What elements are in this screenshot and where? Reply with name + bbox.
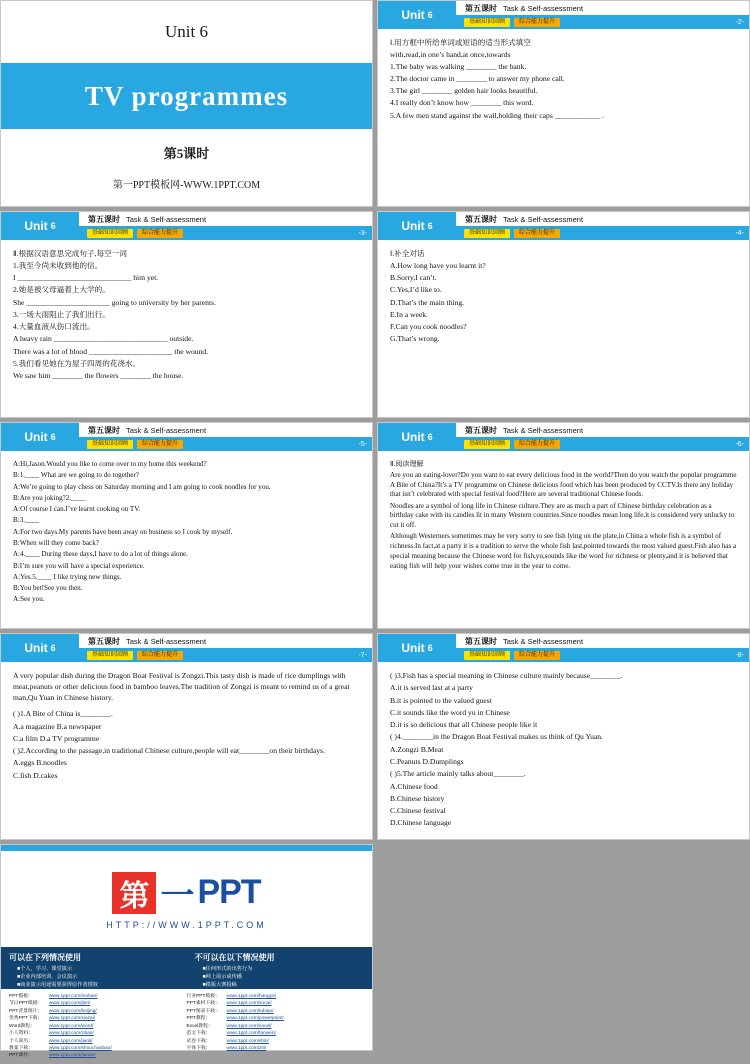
- logo-mark: 第: [112, 872, 156, 914]
- logo-dash: 一: [160, 877, 194, 915]
- section-heading: Ⅱ.阅读理解: [390, 460, 424, 468]
- answer-line: A heavy rain ______________________________ outside.: [13, 334, 194, 344]
- usage-forbidden-title: 不可以在以下情况使用: [194, 953, 275, 962]
- unit-badge: [378, 212, 456, 240]
- question-option: C.a film D.a TV programme: [13, 733, 100, 743]
- slide-4-body: [378, 240, 749, 353]
- list-item: ■任何形式的出售行为: [202, 966, 253, 972]
- link-url[interactable]: www.1ppt.com/xiazai/: [49, 1016, 96, 1022]
- link-label: 优秀PPT下载：: [9, 1016, 43, 1022]
- link-row[interactable]: [187, 1023, 365, 1030]
- usage-forbidden-list: [195, 966, 365, 989]
- header-title-row: [456, 423, 749, 437]
- header-right: [456, 1, 749, 29]
- question-item: 1.我至今尚未收到他的信。: [13, 260, 103, 270]
- dialogue-line: B:You bet!See you then.: [13, 584, 83, 593]
- reading-paragraph: Although Westerners sometimes may be very sorry to see fish lying on the plate,in China a whole fish is a symbol of richness.In fact,at a party it is a tradition to serve the whole fish last,pointed towards the most valued guest.Fish also has a special meaning because the Chinese word for fish,yu,sounds like the word for richness or plenty,and it is believed that eating fish will help your wishes come true in the year to come.: [390, 532, 737, 570]
- slide-8-body: [378, 662, 749, 837]
- dialogue-line: B:When will they come back?: [13, 538, 99, 547]
- promo-logo-area: [1, 851, 372, 947]
- period-label: 第五课时: [88, 214, 120, 224]
- header-tab-bar: [456, 226, 749, 240]
- tab-basic-review[interactable]: 基础知识回顾: [464, 18, 510, 27]
- section-heading: Ⅰ.用方框中所给单词或短语的适当形式填空: [390, 38, 531, 47]
- slide-header: [378, 634, 749, 662]
- slide-7-body: [1, 662, 372, 789]
- header-title-row: [456, 634, 749, 648]
- header-title-row: [456, 1, 749, 15]
- link-label: Excel教程：: [186, 1023, 213, 1029]
- usage-forbidden: [187, 947, 373, 989]
- dialogue-option: F.Can you cook noodles?: [390, 322, 467, 332]
- dialogue-line: A:Of course I can.I’ve learnt cooking on TV.: [13, 505, 141, 514]
- link-row[interactable]: [187, 1000, 365, 1007]
- link-label: 节日PPT模板：: [9, 1001, 43, 1007]
- link-row[interactable]: [9, 1052, 187, 1059]
- dialogue-option: B.Sorry,I can’t.: [390, 273, 437, 283]
- tab-ability-improve[interactable]: 综合能力提升: [137, 651, 183, 660]
- unit-badge: [1, 423, 79, 451]
- slide-7: [0, 633, 373, 840]
- slide-6: [377, 422, 750, 629]
- question-item: ( )1.A Bite of China is________.: [13, 709, 113, 719]
- page-number: -6-: [735, 440, 744, 448]
- question-item: ( )4.________in the Dragon Boat Festival makes us think of Qu Yuan.: [390, 732, 603, 742]
- usage-allowed-title: 可以在下列情况使用: [9, 953, 81, 962]
- question-option: C.Chinese festival: [390, 806, 446, 816]
- unit-badge: [1, 212, 79, 240]
- tab-basic-review[interactable]: 基础知识回顾: [87, 651, 133, 660]
- unit-badge-number: 6: [50, 221, 56, 231]
- tab-ability-improve[interactable]: 综合能力提升: [514, 229, 560, 238]
- unit-badge: [378, 423, 456, 451]
- slide-header: [1, 634, 372, 662]
- link-url[interactable]: www.1ppt.com/excel/: [226, 1023, 272, 1029]
- page-title: TV programmes: [84, 80, 289, 111]
- link-url[interactable]: www.1ppt.com/shouchaobao/: [49, 1045, 112, 1051]
- site-credit: 第一PPT模板网-WWW.1PPT.COM: [112, 179, 261, 191]
- link-row[interactable]: [9, 1023, 187, 1030]
- list-item: ■商业演示用途需要获得原作者授权: [17, 981, 98, 988]
- unit-badge: [1, 634, 79, 662]
- period-label: 第五课时: [465, 425, 497, 435]
- dialogue-line: A:Yes.5.____ I like trying new things.: [13, 572, 122, 581]
- unit-badge: [378, 634, 456, 662]
- question-option: C.Peanuts D.Dumplings: [390, 756, 464, 766]
- unit-badge-number: 6: [50, 432, 56, 442]
- promo-links-right: [187, 993, 365, 1060]
- question-option: D.it is so delicious that all Chinese people like it: [390, 720, 538, 730]
- dialogue-line: A:See you.: [13, 595, 45, 604]
- answer-line: She ______________________ going to university by her parents.: [13, 297, 216, 307]
- task-label: Task & Self-assessment: [503, 3, 584, 13]
- link-row[interactable]: [9, 1000, 187, 1007]
- dialogue-line: A:For two days.My parents have been away on business so I cook by myself.: [13, 527, 233, 536]
- answer-line: There was a lot of blood ______________________ the wound.: [13, 346, 209, 356]
- question-option: C.it sounds like the word yu in Chinese: [390, 707, 510, 717]
- link-row[interactable]: [9, 1030, 187, 1037]
- question-item: ( )2.According to the passage,in traditional Chinese culture,people will eat________on their birthdays.: [13, 746, 325, 756]
- link-label: 教案下载：: [9, 1045, 33, 1051]
- reading-paragraph: Noodles are a symbol of long life in Chinese culture.They are as much a part of Chinese birthday celebration as a birthday cake with its candles lit in many Western countries.Since noodles mean long life,it is considered very unlucky to cut it off.: [390, 501, 735, 530]
- question-option: B.it is pointed to the valued guest: [390, 695, 492, 705]
- header-tab-bar: [79, 648, 372, 662]
- unit-badge-number: 6: [427, 10, 433, 20]
- slide-promo: [0, 844, 373, 1059]
- link-label: PPT课件：: [9, 1053, 33, 1059]
- unit-label: Unit 6: [165, 22, 208, 41]
- title-slide-unit-row: [1, 1, 372, 63]
- title-slide-footer: [1, 129, 372, 204]
- header-title-row: [79, 212, 372, 226]
- tab-ability-improve[interactable]: 综合能力提升: [514, 18, 560, 27]
- question-option: A.eggs B.noodles: [13, 758, 67, 768]
- question-item: 3.The girl ________ golden hair looks beautiful.: [390, 86, 538, 96]
- question-item: 4.大量血液从伤口流出。: [13, 322, 95, 332]
- header-tab-bar: [79, 226, 372, 240]
- logo-text: PPT: [197, 873, 261, 911]
- link-label: 试卷下载：: [186, 1038, 211, 1044]
- section-heading: Ⅰ.补全对话: [390, 249, 425, 258]
- task-label: Task & Self-assessment: [503, 425, 584, 435]
- dialogue-line: A:Hi,Jason.Would you like to come over to my home this weekend?: [13, 460, 207, 468]
- usage-terms: [1, 947, 372, 989]
- unit-badge-number: 6: [427, 432, 433, 442]
- link-row[interactable]: [187, 1045, 365, 1052]
- slide-title: [0, 0, 373, 207]
- promo-links: [1, 989, 372, 1064]
- dialogue-line: A:4.____ During these days,I have to do a lot of things alone.: [13, 550, 188, 559]
- slide-header: [378, 212, 749, 240]
- tab-ability-improve[interactable]: 综合能力提升: [137, 440, 183, 449]
- link-label: PPT背景图片：: [9, 1008, 43, 1014]
- dialogue-option: G.That’s wrong.: [390, 334, 440, 344]
- logo-url: HTTP://WWW.1PPT.COM: [106, 920, 267, 930]
- question-option: A.Chinese food: [390, 781, 438, 791]
- dialogue-option: E.In a week.: [390, 309, 428, 319]
- unit-badge-label: Unit: [401, 641, 425, 655]
- header-title-row: [456, 212, 749, 226]
- dialogue-option: D.That’s the main thing.: [390, 297, 465, 307]
- unit-badge-number: 6: [50, 643, 56, 653]
- header-tab-bar: [456, 15, 749, 29]
- period-label: 第五课时: [88, 425, 120, 435]
- link-label: 小人资料：: [9, 1031, 33, 1037]
- link-url[interactable]: www.1ppt.com/hangye/: [226, 994, 277, 999]
- empty-slide-placeholder: [377, 844, 750, 1051]
- slide-2: [377, 0, 750, 207]
- slide-5-body: [1, 451, 372, 613]
- page-number: -3-: [358, 229, 367, 237]
- question-item: 5.我们看见她在为屋子四周的花浇水。: [13, 359, 141, 369]
- slide-6-body: [378, 451, 749, 579]
- link-row[interactable]: [9, 1015, 187, 1022]
- question-item: 4.I really don’t know how ________ this word.: [390, 98, 534, 108]
- unit-badge-number: 6: [427, 221, 433, 231]
- tab-ability-improve[interactable]: 综合能力提升: [137, 229, 183, 238]
- link-row[interactable]: [187, 1015, 365, 1022]
- slide-3-body: [1, 240, 372, 390]
- list-item: ■个人，学习、课堂演示: [17, 966, 73, 972]
- link-label: Word教程：: [9, 1023, 35, 1029]
- logo: [112, 868, 260, 917]
- question-item: ( )5.The article mainly talks about________.: [390, 769, 526, 779]
- question-option: B.Chinese history: [390, 793, 445, 803]
- reading-paragraph: Are you an eating-lover?Do you want to eat every delicious food in the world?Then do you watch the popular programme A Bite of China?It’s a TV programme on Chinese delicious food which has been produced by CCTV.Is there any holiday that isn’t celebrated with special festival food?Here are several traditional Chinese foods.: [390, 470, 737, 499]
- period-label: 第五课时: [465, 214, 497, 224]
- word-bank: with,read,in one’s hand,at once,towards: [390, 49, 511, 59]
- link-label: 个人简历：: [9, 1038, 33, 1044]
- unit-badge: [378, 1, 456, 29]
- header-tab-bar: [456, 648, 749, 662]
- tab-basic-review[interactable]: 基础知识回顾: [464, 440, 510, 449]
- link-url[interactable]: www.1ppt.com/ziliao/: [49, 1031, 94, 1037]
- link-label: 行业PPT模板：: [186, 994, 220, 999]
- tab-basic-review[interactable]: 基础知识回顾: [464, 651, 510, 660]
- page-number: -7-: [358, 651, 367, 659]
- slide-header: [378, 1, 749, 29]
- link-label: PPT图表下载：: [186, 1008, 220, 1014]
- tab-basic-review[interactable]: 基础知识回顾: [87, 229, 133, 238]
- question-option: A.a magazine B.a newspaper: [13, 721, 102, 731]
- unit-badge-label: Unit: [24, 430, 48, 444]
- unit-badge-label: Unit: [24, 219, 48, 233]
- page-number: -8-: [735, 651, 744, 659]
- unit-badge-label: Unit: [401, 219, 425, 233]
- unit-badge-label: Unit: [24, 641, 48, 655]
- period-label: 第五课时: [88, 636, 120, 646]
- question-item: 5.A few men stand against the wall,holding their caps ____________ .: [390, 110, 605, 120]
- header-right: [79, 634, 372, 662]
- link-row[interactable]: [9, 1008, 187, 1015]
- slide-5: [0, 422, 373, 629]
- link-label: PPT素材下载：: [186, 1001, 220, 1007]
- task-label: Task & Self-assessment: [126, 425, 207, 435]
- unit-badge-label: Unit: [401, 430, 425, 444]
- link-label: PPT教程：: [186, 1016, 211, 1022]
- header-tab-bar: [456, 437, 749, 451]
- question-item: 2.The doctor came in ________ to answer my phone call.: [390, 73, 565, 83]
- list-item: ■网上展示或传播: [202, 973, 242, 980]
- link-label: 范文下载：: [186, 1031, 211, 1037]
- link-row[interactable]: [187, 1038, 365, 1045]
- dialogue-line: B:1.____ What are we going to do together?: [13, 471, 139, 480]
- link-url[interactable]: www.1ppt.com/jianli/: [49, 1038, 93, 1044]
- answer-line: We saw him ________ the flowers ________ the house.: [13, 371, 184, 381]
- link-label: PPT模板：: [9, 994, 33, 999]
- title-slide-band: [1, 63, 372, 129]
- question-option: A.Zongzi B.Meat: [390, 744, 444, 754]
- link-url[interactable]: www.1ppt.com/fanwen/: [226, 1031, 276, 1037]
- usage-allowed: [1, 947, 187, 989]
- page-number: -4-: [735, 229, 744, 237]
- period-label: 第五课时: [465, 3, 497, 13]
- question-item: ( )3.Fish has a special meaning in Chinese culture mainly because________.: [390, 671, 623, 680]
- link-row[interactable]: [187, 993, 365, 1000]
- question-option: A.it is served last at a party: [390, 683, 473, 693]
- tab-ability-improve[interactable]: 综合能力提升: [514, 440, 560, 449]
- slide-header: [378, 423, 749, 451]
- slide-3: [0, 211, 373, 418]
- list-item: ■企业内部培训、会议演示: [17, 973, 78, 980]
- promo-links-left: [9, 993, 187, 1060]
- link-url[interactable]: www.1ppt.com/jieri/: [49, 1001, 91, 1007]
- unit-badge-label: Unit: [401, 8, 425, 22]
- tab-basic-review[interactable]: 基础知识回顾: [87, 440, 133, 449]
- answer-line: I ______________________________ him yet.: [13, 273, 159, 283]
- link-row[interactable]: [187, 1008, 365, 1015]
- reading-paragraph: A very popular dish during the Dragon Boat Festival is Zongzi.This tasty dish is made of rice dumplings with meat,peanuts or other delicious food in bamboo leaves.The tradition of Zongzi is meant to remind us of a great man,Qu Yuan in Chinese history.: [13, 671, 350, 702]
- tab-basic-review[interactable]: 基础知识回顾: [464, 229, 510, 238]
- dialogue-line: A:We’re going to play chess on Saturday morning and I am going to cook noodles for you.: [13, 482, 271, 491]
- link-url[interactable]: www.1ppt.com/jiaoan/: [49, 1053, 96, 1059]
- header-right: [456, 423, 749, 451]
- link-url[interactable]: www.1ppt.com/beijing/: [49, 1008, 97, 1014]
- page-number: -2-: [735, 18, 744, 26]
- link-url[interactable]: www.1ppt.com/powerpoint/: [226, 1016, 284, 1022]
- header-tab-bar: [79, 437, 372, 451]
- link-row[interactable]: [9, 993, 187, 1000]
- header-title-row: [79, 634, 372, 648]
- link-row[interactable]: [187, 1030, 365, 1037]
- link-row[interactable]: [9, 1038, 187, 1045]
- list-item: ■模板大赛投稿: [202, 981, 237, 988]
- header-title-row: [79, 423, 372, 437]
- dialogue-line: B:Are you joking?2.____: [13, 493, 86, 502]
- link-url[interactable]: www.1ppt.com/shiti/: [226, 1038, 269, 1044]
- question-item: 2.她是被父母逼着上大学的。: [13, 285, 110, 295]
- task-label: Task & Self-assessment: [126, 636, 207, 646]
- dialogue-line: B:I’m sure you will have a special experience.: [13, 561, 145, 570]
- question-item: 3.一场大雨阻止了我们出行。: [13, 309, 110, 319]
- link-url[interactable]: www.1ppt.com/tubiao/: [226, 1008, 274, 1014]
- header-right: [456, 634, 749, 662]
- link-url[interactable]: www.1ppt.com/sucai/: [226, 1001, 272, 1007]
- section-heading: Ⅱ.根据汉语意思完成句子,每空一词: [13, 249, 127, 258]
- slide-8: [377, 633, 750, 840]
- task-label: Task & Self-assessment: [503, 636, 584, 646]
- link-url[interactable]: www.1ppt.com/moban/: [49, 994, 98, 999]
- link-url[interactable]: www.1ppt.com/ziti/: [226, 1045, 267, 1051]
- usage-allowed-list: [9, 966, 179, 989]
- task-label: Task & Self-assessment: [126, 214, 207, 224]
- task-label: Task & Self-assessment: [503, 214, 584, 224]
- period-subtitle: 第5课时: [163, 145, 210, 161]
- header-right: [456, 212, 749, 240]
- dialogue-line: B:3.____: [13, 516, 40, 525]
- tab-ability-improve[interactable]: 综合能力提升: [514, 651, 560, 660]
- link-row[interactable]: [9, 1045, 187, 1052]
- header-right: [79, 212, 372, 240]
- period-label: 第五课时: [465, 636, 497, 646]
- question-option: C.fish D.cakes: [13, 770, 58, 780]
- question-item: 1.The baby was walking ________ the bank.: [390, 61, 527, 71]
- question-option: D.Chinese language: [390, 818, 452, 828]
- dialogue-option: A.How long have you learnt it?: [390, 260, 486, 270]
- header-right: [79, 423, 372, 451]
- link-label: 字体下载：: [186, 1045, 211, 1051]
- page-number: -5-: [358, 440, 367, 448]
- unit-badge-number: 6: [427, 643, 433, 653]
- slide-header: [1, 423, 372, 451]
- dialogue-option: C.Yes,I’d like to.: [390, 285, 442, 295]
- link-url[interactable]: www.1ppt.com/word/: [49, 1023, 94, 1029]
- slide-4: [377, 211, 750, 418]
- slide-2-body: [378, 29, 749, 129]
- slide-header: [1, 212, 372, 240]
